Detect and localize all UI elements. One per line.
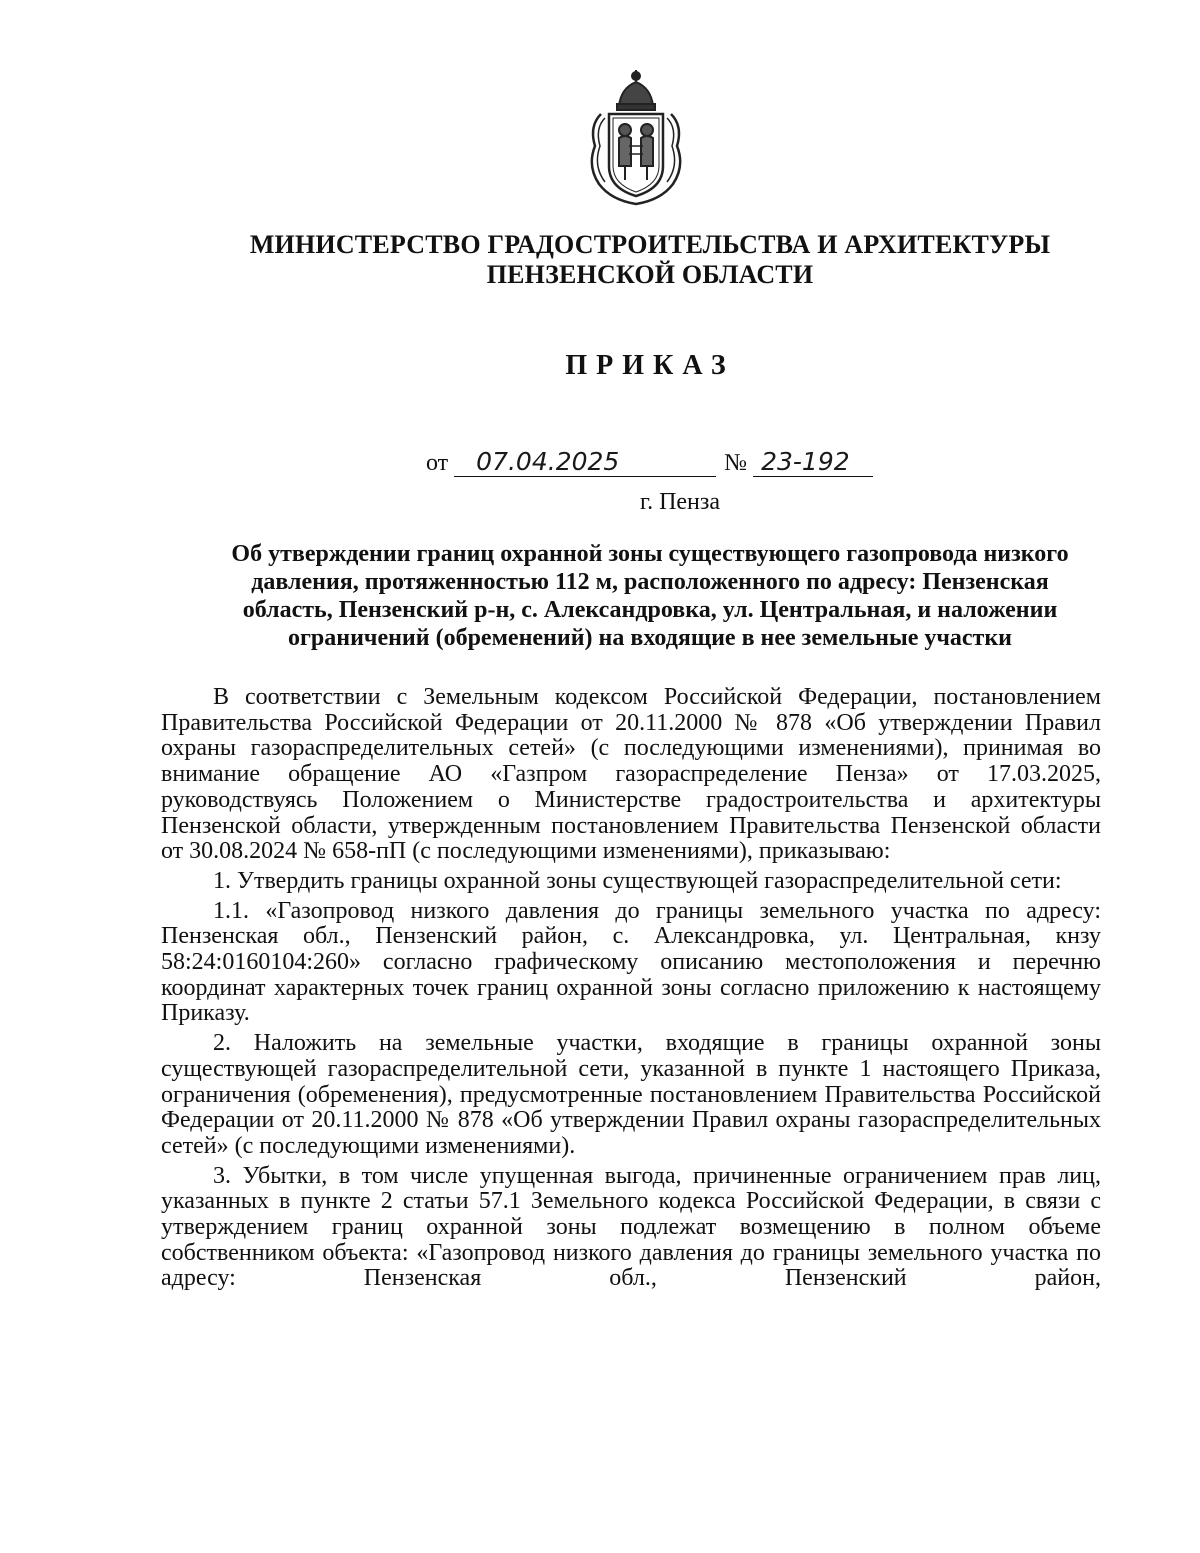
ministry-name <box>150 230 1150 290</box>
date-number-line <box>426 447 873 477</box>
coat-of-arms-emblem <box>581 66 691 208</box>
ministry-line-1: МИНИСТЕРСТВО ГРАДОСТРОИТЕЛЬСТВА И АРХИТЕКТУРЫ <box>249 230 1051 259</box>
subject-line-4: ограничений (обременений) на входящие в нее земельные участки <box>288 625 1012 651</box>
item-1-paragraph: 1. Утвердить границы охранной зоны существующей газораспределительной сети: <box>213 867 1062 894</box>
subject-line-3: область, Пензенский р-н, с. Александровка, ул. Центральная, и наложении <box>242 597 1058 623</box>
subject-line-1: Об утверждении границ охранной зоны существующего газопровода низкого <box>231 541 1069 567</box>
date-value: 07.04.2025 <box>454 447 716 477</box>
subject-line-2: давления, протяженностью 112 м, расположенного по адресу: Пензенская <box>251 569 1049 595</box>
document-body <box>161 685 1101 1292</box>
ministry-line-2: ПЕНЗЕНСКОЙ ОБЛАСТИ <box>486 260 814 289</box>
date-label: от <box>426 450 449 476</box>
item-2-paragraph: 2. Наложить на земельные участки, входящие в границы охранной зоны существующей газораспределительной сети, указанной в пункте 1 настоящего Приказа, ограничения (обременения), предусмотренные постановлением Правительства Российской Федерации от 20.11.2000 № 878 «Об утверждении Правил охраны газораспределительных сетей» (с последующими изменениями). <box>161 1030 1101 1159</box>
subject-heading <box>150 540 1150 652</box>
number-label: № <box>724 450 748 476</box>
item-3-paragraph: 3. Убытки, в том числе упущенная выгода, причиненные ограничением прав лиц, указанных в пункте 2 статьи 57.1 Земельного кодекса Российской Федерации, в связи с утверждением границ охранной зоны подлежат возмещению в полном объеме собственником объекта: «Газопровод низкого давления до границы земельного участка по адресу: Пензенская обл., Пензенский район, <box>161 1162 1101 1292</box>
intro-paragraph: В соответствии с Земельным кодексом Российской Федерации, постановлением Правительства Российской Федерации от 20.11.2000 № 878 «Об утверждении Правил охраны газораспределительных сетей» (с последующими изменениями), принимая во внимание обращение АО «Газпром газораспределение Пенза» от 17.03.2025, руководствуясь Положением о Министерстве градостроительства и архитектуры Пензенской области, утвержденным постановлением Правительства Пензенской области от 30.08.2024 № 658-пП (с последующими изменениями), приказываю: <box>161 684 1101 865</box>
city-name: г. Пенза <box>639 489 721 515</box>
document-type-title: ПРИКАЗ <box>565 350 735 381</box>
city-line <box>150 489 1150 516</box>
number-value: 23-192 <box>753 447 873 477</box>
item-1-1-paragraph: 1.1. «Газопровод низкого давления до границы земельного участка по адресу: Пензенская обл., Пензенский район, с. Александровка, ул. Центральная, кнзу 58:24:0160104:260» согласно графическому описанию местоположения и перечню координат характерных точек границ охранной зоны согласно приложению к настоящему Приказу. <box>161 897 1101 1027</box>
